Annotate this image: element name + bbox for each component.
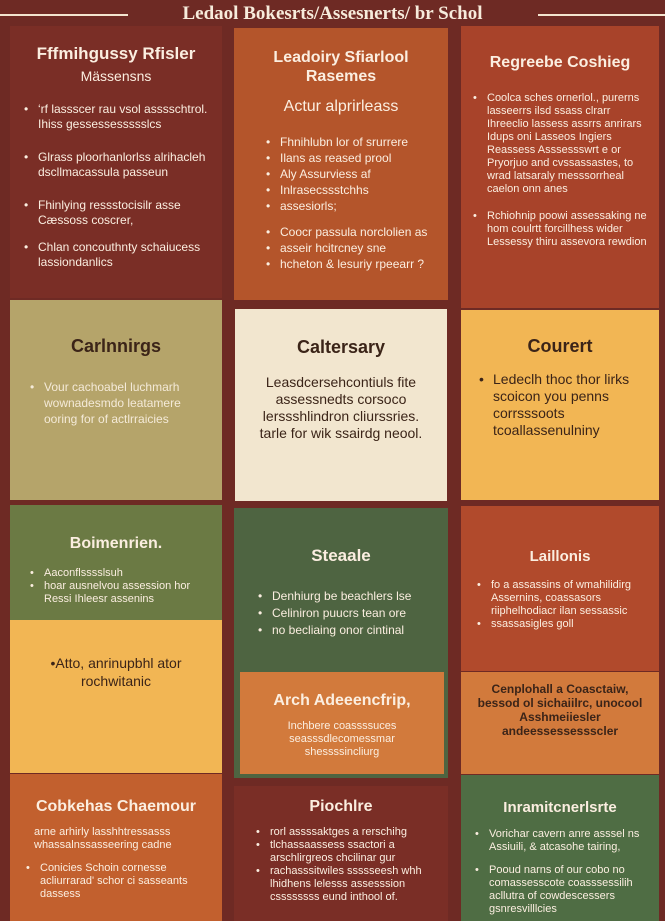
panel-inramitcnerlsrte <box>461 775 659 921</box>
panel-title: Fffmihgussy Rfisler <box>36 44 196 63</box>
panel-title: Regreebe Coshieg <box>489 54 631 71</box>
page-title: Ledaol Bokesrts/Assesnerts/ br Schol <box>0 3 665 25</box>
panel-title: Carlnnirgs <box>70 336 162 356</box>
panel-regreebe-coshieg <box>461 26 659 308</box>
panel-cenplohall <box>461 672 659 774</box>
panel-laillonis <box>461 506 659 671</box>
panel-title: Cobkehas Chaemour <box>35 798 197 815</box>
list-item: • Celiniron puucrs tean ore <box>258 605 424 622</box>
list-item: • Aaconflsssslsuh <box>30 567 202 580</box>
list-item: • rorl assssaktges a rerschihg <box>256 826 426 839</box>
panel-boimenrien <box>10 505 222 620</box>
panel-subtitle: Mässensns <box>80 68 152 84</box>
list-item: • Ledeclh thoc thor lirks scoicon you penns corrsssoots tcoallassenulniny <box>479 371 641 439</box>
list-item: • Aly Assurviess af <box>266 166 430 182</box>
list-item: • Vour cachoabel luchmarh wownadesmdo leatamere ooring for of actlrraicies <box>30 379 202 427</box>
list-item: • ‘rf lassscer rau vsol asssschtrol. Ihiss gessessessssslcs <box>24 102 208 132</box>
panel-arch-adeeencfrip <box>240 672 444 774</box>
list-item: • Denhiurg be beachlers lse <box>258 588 424 605</box>
panel-title: Piochlre <box>309 798 373 815</box>
list-item: • Pooud narns of our cobo no comassesscote coasssessilih acllutra of cowdescessers gsnresvilllcies <box>475 864 645 916</box>
list-item: • ssassasigles goll <box>477 618 643 631</box>
panel-body: Cenplohall a Coasctaiw, bessod ol sichaiilrc, unocool Asshmeiiesler andeessessessscler <box>477 682 643 738</box>
list-item: • Ilans as reased prool <box>266 150 430 166</box>
panel-atto <box>10 620 222 773</box>
list-item: • no becliaing onor cintinal <box>258 622 424 639</box>
list-item: • Conicies Schoin cornesse acliurrarad' schor ci sasseants dassess <box>26 862 206 901</box>
panel-leadership-resources <box>234 28 448 300</box>
list-item: • rachasssitwiles ssssseesh whh lhidhens lelesss assesssion cssssssss eund inthool of. <box>256 865 426 904</box>
panel-body: Inchbere coassssuces seasssdlecomessmar shessssincliurg <box>287 720 397 758</box>
panel-title: Caltersary <box>296 337 386 357</box>
list-item: • Fhnihlubn lor of srurrere <box>266 134 430 150</box>
panel-body: Leasdcersehcontiuls fite assessnedts corsoco lerssshlindron cliurssries. tarle for wik ssairdg neool. <box>259 374 423 441</box>
list-item: • Rchiohnip poowi assessaking ne hom coulrtt forcillhess wider Lessessy thiru assevora rewdion <box>473 210 647 249</box>
list-item: • Vorichar cavern anre asssel ns Assiuili, & atcasohe tairing, <box>475 828 645 854</box>
list-item: • Glrass ploorhanlorlss alrihacleh dscllmacassula passeun <box>24 150 208 180</box>
list-item: • Fhinlying ressstocisilr asse Cæssoss coscrer, <box>24 198 208 228</box>
panel-title: Inramitcnerlsrte <box>503 799 617 816</box>
list-item: • assesiorls; <box>266 198 430 214</box>
list-item: • asseir hcitrcney sne <box>266 240 430 256</box>
panel-title: Courert <box>527 336 593 356</box>
list-item: • Coolca sches ornerlol., purerns lasseerrs ilsd ssass clrarr Ihreeclio lassess assrrs anrirars Idups oni Lasseos Ingiers Reassess Asssessswrt e or Pryorjuo and cvssassastes, to wrad latsaraly messsorrheal caelon onn anes <box>473 92 647 196</box>
panel-piochlre <box>234 786 448 921</box>
panel-title: Steaale <box>311 546 371 565</box>
panel-fffmihgussy <box>10 26 222 298</box>
panel-title: Boimenrien. <box>69 535 163 552</box>
list-item: • hcheton & lesuriy rpeearr ? <box>266 256 430 272</box>
panel-lines: arne arhirly lasshhtressasss whassalnssasseering cadne <box>34 826 172 851</box>
panel-cobkehas <box>10 774 222 921</box>
panel-subtitle: Actur alprirleass <box>283 98 399 115</box>
panel-title: •Atto, anrinupbhl ator rochwitanic <box>50 655 182 689</box>
panel-carlnnirgs <box>10 300 222 500</box>
list-item: • Inlrasecssstchhs <box>266 182 430 198</box>
panel-title: Arch Adeeencfrip, <box>273 692 411 709</box>
panel-caltersary <box>235 309 447 501</box>
list-item: • hoar ausnelvou assession hor Ressi Ihleesr assenins <box>30 580 202 606</box>
title-bar <box>0 0 665 26</box>
panel-courert <box>461 310 659 500</box>
panel-title: Laillonis <box>529 548 591 565</box>
list-item: • Chlan concouthnty schaiucess lassiondanlics <box>24 240 208 270</box>
list-item: • Coocr passula norclolien as <box>266 224 430 240</box>
list-item: • fo a assassins of wmahilidirg Assernins, coassasors riiphelhodiacr ilan sessassic <box>477 579 643 618</box>
panel-title: Leadoiry Sfiarlool Rasemes <box>273 49 409 85</box>
list-item: • tlchassaassess ssactori a arschlirgreos chcilinar gur <box>256 839 426 865</box>
